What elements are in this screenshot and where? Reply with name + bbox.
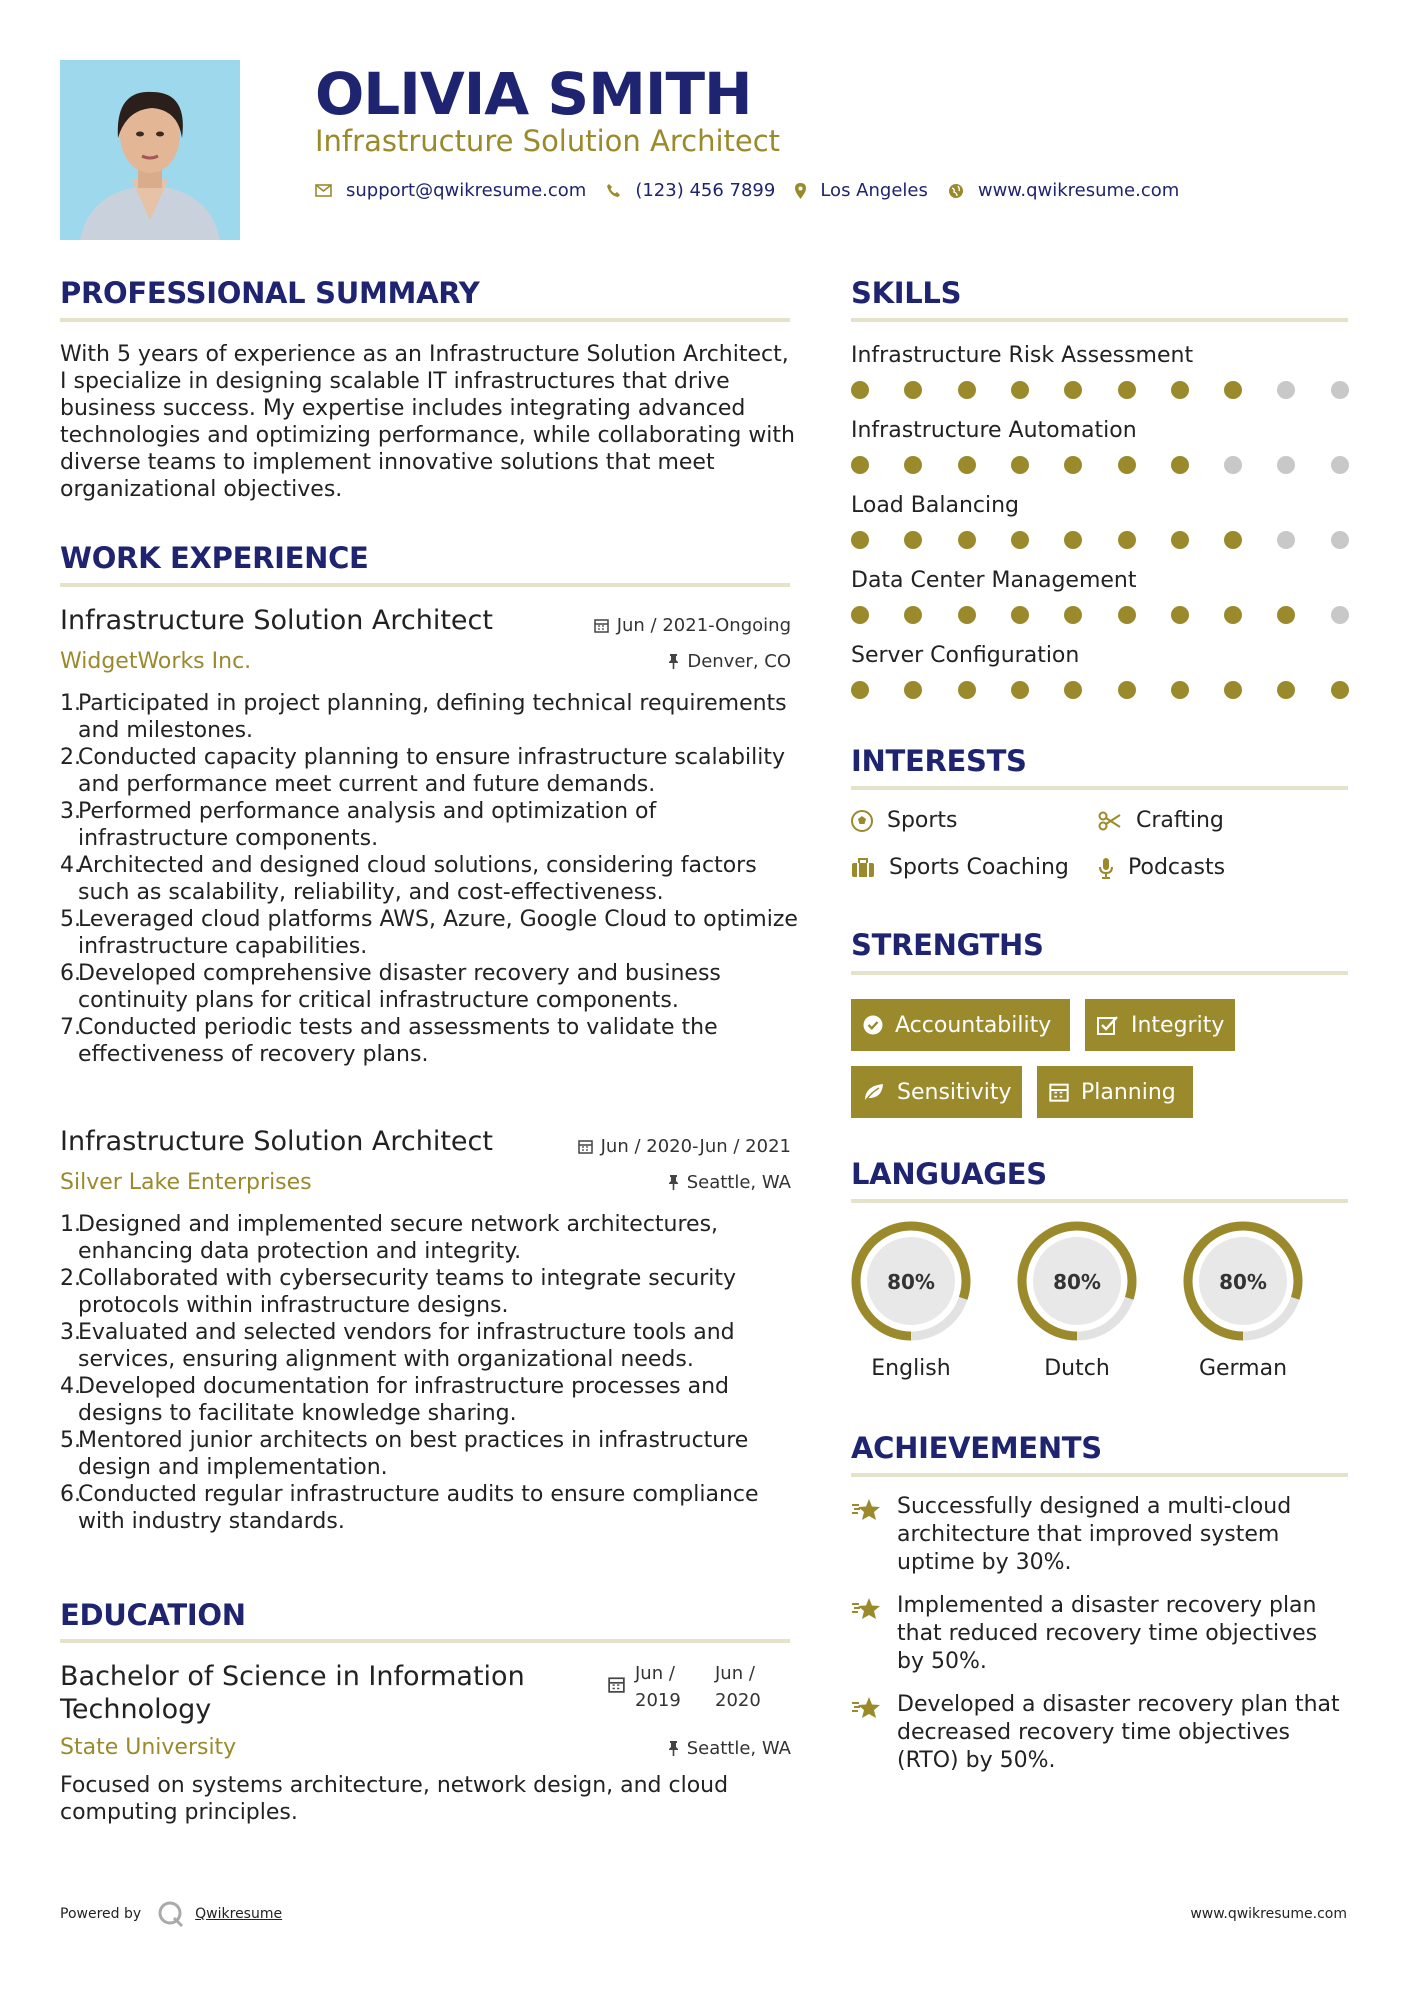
skill-rating bbox=[851, 381, 1351, 401]
school-name: State University bbox=[60, 1735, 237, 1760]
contact-bar bbox=[315, 180, 1199, 201]
rating-dot-empty bbox=[1331, 456, 1349, 474]
profile-photo bbox=[60, 60, 240, 240]
responsibility-item bbox=[60, 690, 805, 744]
achievements-divider bbox=[851, 1473, 1348, 1477]
item-number: 6. bbox=[60, 1482, 81, 1507]
rating-dot-filled bbox=[1011, 681, 1029, 699]
rating-dot-filled bbox=[958, 681, 976, 699]
item-number: 6. bbox=[60, 961, 81, 986]
responsibility-item bbox=[60, 798, 805, 852]
rating-dot-filled bbox=[1118, 381, 1136, 399]
education-end-date: Jun / 2020 bbox=[715, 1663, 761, 1711]
interest-crafting: Crafting bbox=[1098, 808, 1224, 833]
location-text: Los Angeles bbox=[820, 180, 928, 201]
rating-dot-filled bbox=[1171, 381, 1189, 399]
pushpin-icon bbox=[668, 654, 679, 669]
rating-dot-filled bbox=[1118, 606, 1136, 624]
rating-dot-filled bbox=[851, 456, 869, 474]
item-text: Conducted regular infrastructure audits to ensure compliance with industry standards. bbox=[78, 1482, 759, 1534]
item-number: 5. bbox=[60, 907, 81, 932]
item-number: 1. bbox=[60, 1212, 81, 1237]
rating-dot-filled bbox=[1011, 606, 1029, 624]
summary-divider bbox=[60, 318, 790, 322]
rating-dot-filled bbox=[904, 681, 922, 699]
ring-percent: 80% bbox=[1219, 1270, 1267, 1294]
item-text: Evaluated and selected vendors for infrastructure tools and services, ensuring alignment with organizational needs. bbox=[78, 1320, 735, 1372]
rating-dot-empty bbox=[1277, 531, 1295, 549]
footer-branding bbox=[60, 1900, 282, 1928]
qwikresume-link[interactable]: Qwikresume bbox=[195, 1906, 283, 1922]
rating-dot-filled bbox=[1224, 681, 1242, 699]
job-1-dates: Jun / 2021-Ongoing bbox=[594, 615, 791, 636]
item-text: Developed documentation for infrastructure processes and designs to facilitate knowledge sharing. bbox=[78, 1374, 729, 1426]
strengths-heading: STRENGTHS bbox=[851, 928, 1044, 962]
job-1-responsibilities bbox=[60, 690, 805, 1068]
job-2-company: Silver Lake Enterprises bbox=[60, 1170, 312, 1195]
item-number: 2. bbox=[60, 1266, 81, 1291]
interests-divider bbox=[851, 786, 1348, 790]
skill-name: Data Center Management bbox=[851, 568, 1137, 593]
trophy-star-icon bbox=[851, 1592, 897, 1676]
item-text: Developed comprehensive disaster recovery and business continuity plans for critical infrastructure components. bbox=[78, 961, 721, 1013]
skill-name: Infrastructure Risk Assessment bbox=[851, 343, 1194, 368]
candidate-name: OLIVIA SMITH bbox=[315, 60, 752, 128]
envelope-icon bbox=[315, 184, 332, 197]
pushpin-icon bbox=[668, 1741, 679, 1756]
contact-website[interactable] bbox=[948, 180, 1179, 201]
interest-sports-coaching: Sports Coaching bbox=[851, 855, 1069, 880]
item-number: 3. bbox=[60, 799, 81, 824]
language-ring bbox=[849, 1219, 973, 1347]
rating-dot-filled bbox=[1011, 531, 1029, 549]
item-text: Conducted periodic tests and assessments to validate the effectiveness of recovery plans. bbox=[78, 1015, 718, 1067]
achievement-item bbox=[851, 1493, 1351, 1577]
rating-dot-empty bbox=[1331, 531, 1349, 549]
rating-dot-empty bbox=[1331, 606, 1349, 624]
language-name: Dutch bbox=[1044, 1356, 1110, 1381]
job-1-location: Denver, CO bbox=[668, 651, 791, 672]
education-divider bbox=[60, 1639, 790, 1643]
globe-icon bbox=[948, 183, 964, 199]
summary-text: With 5 years of experience as an Infrastructure Solution Architect, I specialize in designing scalable IT infrastructures that drive business success. My expertise includes integrating advanced technologies and optimizing performance, while collaborating with diverse teams to implement innovative solutions that meet organizational objectives. bbox=[60, 342, 795, 502]
degree-title: Bachelor of Science in Information Technology bbox=[60, 1661, 525, 1725]
item-number: 7. bbox=[60, 1015, 81, 1040]
strength-sensitivity: Sensitivity bbox=[851, 1066, 1022, 1118]
rating-dot-filled bbox=[851, 606, 869, 624]
email-text: support@qwikresume.com bbox=[346, 180, 587, 201]
ring-percent: 80% bbox=[887, 1270, 935, 1294]
rating-dot-filled bbox=[1224, 606, 1242, 624]
interest-sports: Sports bbox=[851, 808, 958, 833]
rating-dot-empty bbox=[1224, 456, 1242, 474]
skills-divider bbox=[851, 318, 1348, 322]
achievements-heading: ACHIEVEMENTS bbox=[851, 1431, 1102, 1465]
skill-rating bbox=[851, 456, 1351, 476]
strength-planning: Planning bbox=[1037, 1066, 1193, 1118]
responsibility-item bbox=[60, 1481, 805, 1535]
rating-dot-filled bbox=[1171, 531, 1189, 549]
responsibility-item bbox=[60, 1427, 805, 1481]
achievement-item bbox=[851, 1592, 1351, 1676]
language-ring bbox=[1015, 1219, 1139, 1347]
rating-dot-filled bbox=[958, 381, 976, 399]
responsibility-item bbox=[60, 744, 805, 798]
achievement-text: Successfully designed a multi-cloud architecture that improved system uptime by 30%. bbox=[897, 1494, 1292, 1575]
website-text: www.qwikresume.com bbox=[977, 180, 1180, 201]
item-text: Collaborated with cybersecurity teams to integrate security protocols within infrastructure designs. bbox=[78, 1266, 737, 1318]
rating-dot-filled bbox=[1011, 381, 1029, 399]
rating-dot-filled bbox=[904, 381, 922, 399]
rating-dot-filled bbox=[851, 531, 869, 549]
rating-dot-empty bbox=[1277, 381, 1295, 399]
calendar-icon bbox=[1049, 1082, 1069, 1102]
responsibility-item bbox=[60, 1211, 805, 1265]
powered-by-label: Powered by bbox=[60, 1906, 142, 1922]
rating-dot-filled bbox=[1277, 681, 1295, 699]
item-text: Mentored junior architects on best practices in infrastructure design and implementation. bbox=[78, 1428, 749, 1480]
calendar-icon bbox=[578, 1139, 593, 1154]
calendar-icon bbox=[594, 618, 609, 633]
phone-icon bbox=[606, 183, 621, 198]
strength-integrity: Integrity bbox=[1085, 999, 1235, 1051]
interests-heading: INTERESTS bbox=[851, 744, 1027, 778]
rating-dot-filled bbox=[1171, 456, 1189, 474]
achievement-text: Implemented a disaster recovery plan that reduced recovery time objectives by 50%. bbox=[897, 1593, 1318, 1674]
rating-dot-filled bbox=[1011, 456, 1029, 474]
item-number: 2. bbox=[60, 745, 81, 770]
job-1-title: Infrastructure Solution Architect bbox=[60, 605, 493, 636]
responsibility-item bbox=[60, 1014, 805, 1068]
education-start-date: Jun / 2019 bbox=[635, 1663, 681, 1711]
rating-dot-filled bbox=[1118, 456, 1136, 474]
item-text: Architected and designed cloud solutions, considering factors such as scalability, reliability, and cost-effectiveness. bbox=[78, 853, 757, 905]
strengths-divider bbox=[851, 971, 1348, 975]
job-2-responsibilities bbox=[60, 1211, 805, 1535]
calendar-icon bbox=[608, 1676, 625, 1697]
rating-dot-filled bbox=[1064, 531, 1082, 549]
interest-podcasts: Podcasts bbox=[1098, 855, 1225, 880]
qwikresume-logo-icon bbox=[157, 1900, 185, 1928]
rating-dot-filled bbox=[1064, 381, 1082, 399]
rating-dot-filled bbox=[1118, 681, 1136, 699]
rating-dot-empty bbox=[1331, 381, 1349, 399]
item-text: Designed and implemented secure network architectures, enhancing data protection and integrity. bbox=[78, 1212, 719, 1264]
rating-dot-filled bbox=[1064, 456, 1082, 474]
microphone-icon bbox=[1098, 857, 1114, 879]
item-text: Conducted capacity planning to ensure infrastructure scalability and performance meet current and future demands. bbox=[78, 745, 786, 797]
item-number: 5. bbox=[60, 1428, 81, 1453]
rating-dot-filled bbox=[1171, 681, 1189, 699]
skill-rating bbox=[851, 531, 1351, 551]
rating-dot-filled bbox=[1064, 681, 1082, 699]
language-name: English bbox=[871, 1356, 951, 1381]
responsibility-item bbox=[60, 1265, 805, 1319]
ring-percent: 80% bbox=[1053, 1270, 1101, 1294]
check-square-icon bbox=[1097, 1015, 1119, 1035]
skills-heading: SKILLS bbox=[851, 276, 962, 310]
responsibility-item bbox=[60, 906, 805, 960]
item-text: Participated in project planning, defining technical requirements and milestones. bbox=[78, 691, 787, 743]
rating-dot-filled bbox=[958, 606, 976, 624]
responsibility-item bbox=[60, 960, 805, 1014]
achievement-item bbox=[851, 1691, 1351, 1775]
education-heading: EDUCATION bbox=[60, 1598, 246, 1632]
trophy-star-icon bbox=[851, 1691, 897, 1775]
rating-dot-filled bbox=[851, 381, 869, 399]
job-2-dates: Jun / 2020-Jun / 2021 bbox=[578, 1136, 791, 1157]
phone-text: (123) 456 7899 bbox=[635, 180, 776, 201]
strength-accountability: Accountability bbox=[851, 999, 1070, 1051]
rating-dot-filled bbox=[958, 531, 976, 549]
job-1-company: WidgetWorks Inc. bbox=[60, 649, 252, 674]
leaf-icon bbox=[863, 1082, 885, 1102]
contact-email[interactable] bbox=[315, 180, 586, 201]
responsibility-item bbox=[60, 1319, 805, 1373]
item-number: 1. bbox=[60, 691, 81, 716]
rating-dot-empty bbox=[1277, 456, 1295, 474]
rating-dot-filled bbox=[1224, 381, 1242, 399]
pushpin-icon bbox=[668, 1175, 679, 1190]
rating-dot-filled bbox=[851, 681, 869, 699]
rating-dot-filled bbox=[904, 531, 922, 549]
check-circle-icon bbox=[863, 1015, 883, 1035]
skill-name: Infrastructure Automation bbox=[851, 418, 1137, 443]
education-location: Seattle, WA bbox=[668, 1738, 791, 1759]
contact-phone[interactable] bbox=[606, 180, 775, 201]
candidate-title: Infrastructure Solution Architect bbox=[315, 124, 781, 158]
item-text: Performed performance analysis and optimization of infrastructure components. bbox=[78, 799, 657, 851]
languages-heading: LANGUAGES bbox=[851, 1157, 1047, 1191]
rating-dot-filled bbox=[1277, 606, 1295, 624]
rating-dot-filled bbox=[958, 456, 976, 474]
skill-rating bbox=[851, 681, 1351, 701]
item-number: 4. bbox=[60, 853, 81, 878]
experience-divider bbox=[60, 583, 790, 587]
skill-name: Server Configuration bbox=[851, 643, 1080, 668]
education-description: Focused on systems architecture, network design, and cloud computing principles. bbox=[60, 1773, 729, 1825]
language-name: German bbox=[1198, 1356, 1288, 1381]
achievement-text: Developed a disaster recovery plan that decreased recovery time objectives (RTO) by 50%. bbox=[897, 1692, 1340, 1773]
scissors-icon bbox=[1098, 811, 1122, 831]
rating-dot-filled bbox=[1331, 681, 1349, 699]
item-number: 4. bbox=[60, 1374, 81, 1399]
rating-dot-filled bbox=[1224, 531, 1242, 549]
map-pin-icon bbox=[795, 183, 806, 199]
rating-dot-filled bbox=[1171, 606, 1189, 624]
rating-dot-filled bbox=[1118, 531, 1136, 549]
rating-dot-filled bbox=[904, 606, 922, 624]
skill-name: Load Balancing bbox=[851, 493, 1019, 518]
footer-website[interactable]: www.qwikresume.com bbox=[1190, 1906, 1347, 1922]
language-ring bbox=[1181, 1219, 1305, 1347]
job-2-location: Seattle, WA bbox=[668, 1172, 791, 1193]
skill-rating bbox=[851, 606, 1351, 626]
rating-dot-filled bbox=[1064, 606, 1082, 624]
item-number: 3. bbox=[60, 1320, 81, 1345]
briefcase-icon bbox=[851, 858, 875, 878]
languages-divider bbox=[851, 1199, 1348, 1203]
responsibility-item bbox=[60, 1373, 805, 1427]
summary-heading: PROFESSIONAL SUMMARY bbox=[60, 276, 480, 310]
experience-heading: WORK EXPERIENCE bbox=[60, 541, 369, 575]
rating-dot-filled bbox=[904, 456, 922, 474]
trophy-star-icon bbox=[851, 1493, 897, 1577]
soccer-ball-icon bbox=[851, 810, 873, 832]
contact-location bbox=[795, 180, 928, 201]
responsibility-item bbox=[60, 852, 805, 906]
job-2-title: Infrastructure Solution Architect bbox=[60, 1126, 493, 1157]
item-text: Leveraged cloud platforms AWS, Azure, Google Cloud to optimize infrastructure capabilities. bbox=[78, 907, 798, 959]
